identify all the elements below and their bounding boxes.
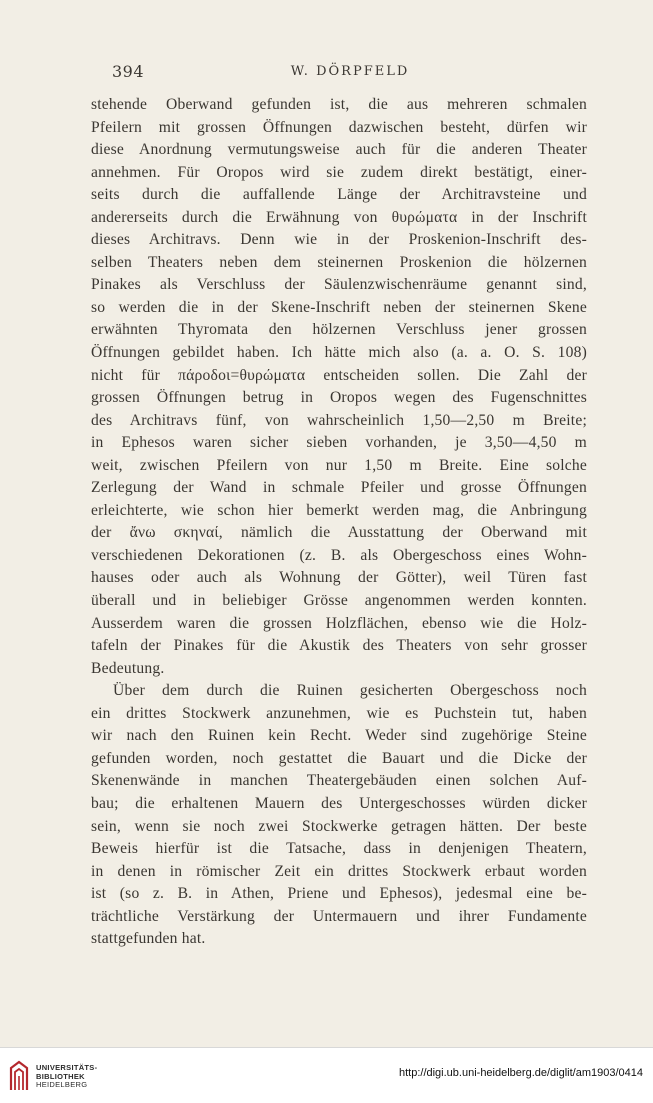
text-line: Ausserdem waren die grossen Holzflächen, ebenso wie die Holz- xyxy=(91,614,587,632)
text-line: weit, zwischen Pfeilern von nur 1,50 m Breite. Eine solche xyxy=(91,456,587,474)
footer-bar xyxy=(0,1047,653,1103)
text-line: Skenenwände in manchen Theatergebäuden einen solchen Auf- xyxy=(91,772,587,790)
library-logo-icon xyxy=(8,1060,30,1092)
text-line: hauses oder auch als Wohnung der Götter), weil Türen fast xyxy=(91,569,587,587)
text-line: ist (so z. B. in Athen, Priene und Ephesos), jedesmal eine be- xyxy=(91,885,587,903)
text-line: wir nach den Ruinen kein Recht. Weder sind zugehörige Steine xyxy=(91,727,587,745)
text-line: stattgefunden hat. xyxy=(91,930,206,948)
logo-line: HEIDELBERG xyxy=(36,1080,88,1089)
text-line: selben Theaters neben dem steinernen Proskenion die hölzernen xyxy=(91,253,587,271)
text-line: Bedeutung. xyxy=(91,659,165,677)
text-line: andererseits durch die Erwähnung von θυρώματα in der Inschrift xyxy=(91,208,587,226)
text-line: überall und in beliebiger Grösse angenommen werden konnten. xyxy=(91,592,587,610)
text-line: gefunden worden, noch gestattet die Bauart und die Dicke der xyxy=(91,749,587,767)
text-line: verschiedenen Dekorationen (z. B. als Obergeschoss eines Wohn- xyxy=(91,546,587,564)
text-line: trächtliche Verstärkung der Untermauern und ihrer Fundamente xyxy=(91,907,587,925)
text-line: Öffnungen gebildet haben. Ich hätte mich also (a. a. O. S. 108) xyxy=(91,344,587,362)
running-head: W. DÖRPFELD xyxy=(290,64,410,79)
text-line: ein drittes Stockwerk anzunehmen, wie es Puchstein tut, haben xyxy=(91,704,587,722)
page-header xyxy=(112,62,588,86)
text-line: der ἄνω σκηναί, nämlich die Ausstattung der Oberwand mit xyxy=(91,524,587,542)
text-line: so werden die in der Skene-Inschrift neben der steinernen Skene xyxy=(91,298,587,316)
text-line: Beweis hierfür ist die Tatsache, dass in denjenigen Theatern, xyxy=(91,840,587,858)
text-line: sein, wenn sie noch zwei Stockwerke getragen hätten. Der beste xyxy=(91,817,587,835)
body-text xyxy=(91,94,587,951)
text-line: in denen in römischer Zeit ein drittes Stockwerk erbaut worden xyxy=(91,862,587,880)
text-line: diese Anordnung vermutungsweise auch für die anderen Theater xyxy=(91,141,587,159)
text-line: nicht für πάροδοι=θυρώματα entscheiden sollen. Die Zahl der xyxy=(91,366,587,384)
page-number: 394 xyxy=(112,62,145,81)
text-line: seits durch die auffallende Länge der Architravsteine und xyxy=(91,186,587,204)
text-line: in Ephesos waren sicher sieben vorhanden, je 3,50—4,50 m xyxy=(91,434,587,452)
text-line: Zerlegung der Wand in schmale Pfeiler und grosse Öffnungen xyxy=(91,479,587,497)
text-line: Pfeilern mit grossen Öffnungen dazwischen besteht, dürfen wir xyxy=(91,118,587,136)
text-line: erleichterte, wie schon hier bemerkt werden mag, die Anbringung xyxy=(91,501,587,519)
text-line: Über dem durch die Ruinen gesicherten Obergeschoss noch xyxy=(113,682,587,700)
text-line: dieses Architravs. Denn wie in der Proskenion-Inschrift des- xyxy=(91,231,587,249)
logo-line: UNIVERSITÄTS- xyxy=(36,1063,98,1072)
text-line: tafeln der Pinakes für die Akustik des Theaters von sehr grosser xyxy=(91,637,587,655)
permalink-url[interactable]: http://digi.ub.uni-heidelberg.de/diglit/am1903/0414 xyxy=(398,1067,643,1079)
text-line: erwähnten Thyromata den hölzernen Verschluss jener grossen xyxy=(91,321,587,339)
text-line: Pinakes als Verschluss der Säulenzwischenräume genannt sind, xyxy=(91,276,587,294)
text-line: bau; die erhaltenen Mauern des Untergeschosses würden dicker xyxy=(91,794,587,812)
logo-line: BIBLIOTHEK xyxy=(36,1071,85,1081)
text-line: annehmen. Für Oropos wird sie zudem direkt bestätigt, einer- xyxy=(91,163,587,181)
library-logo-text xyxy=(36,1064,97,1090)
text-line: stehende Oberwand gefunden ist, die aus mehreren schmalen xyxy=(91,96,587,113)
text-line: grossen Öffnungen betrug in Oropos wegen des Fugenschnittes xyxy=(91,389,587,407)
text-line: des Architravs fünf, von wahrscheinlich 1,50—2,50 m Breite; xyxy=(91,411,587,429)
